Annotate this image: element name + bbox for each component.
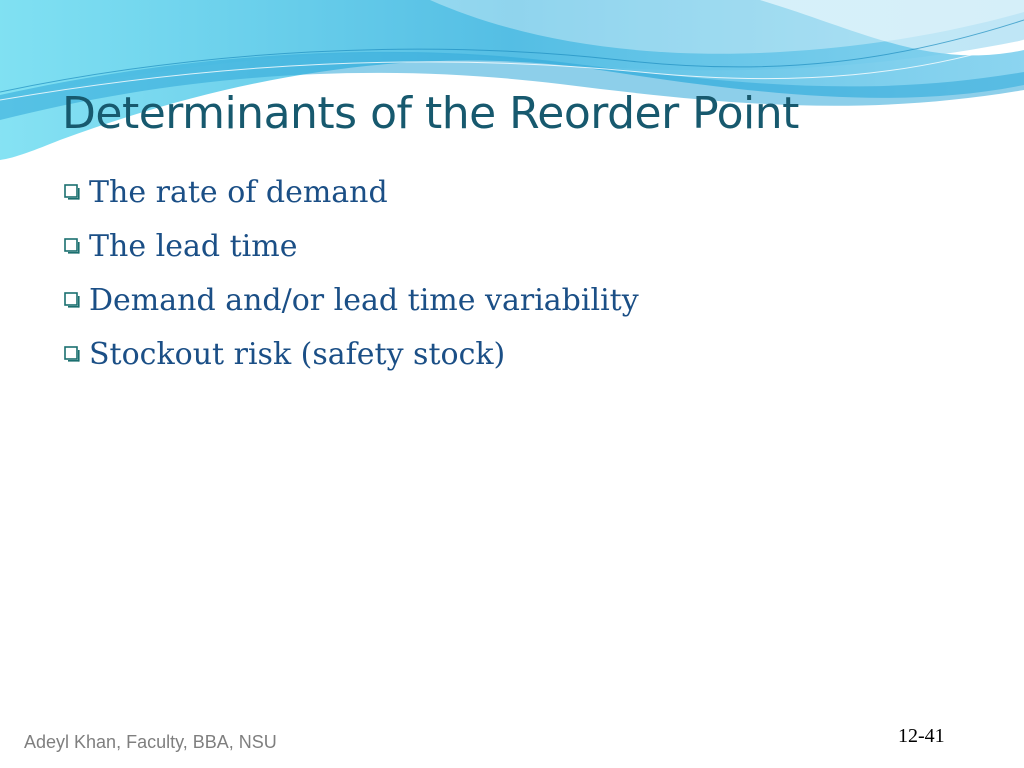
checkbox-icon (64, 184, 80, 200)
checkbox-icon (64, 238, 80, 254)
slide-title: Determinants of the Reorder Point (62, 88, 799, 139)
checkbox-icon (64, 292, 80, 308)
bullet-item (64, 273, 639, 327)
bullet-text: Demand and/or lead time variability (89, 282, 639, 318)
bullet-item (64, 165, 639, 219)
checkbox-icon (64, 346, 80, 362)
bullet-text: The lead time (89, 228, 298, 264)
bullet-text: The rate of demand (89, 174, 388, 210)
bullet-item (64, 219, 639, 273)
bullet-list (64, 165, 639, 381)
bullet-item (64, 327, 639, 381)
bullet-text: Stockout risk (safety stock) (89, 336, 506, 372)
page-number: 12-41 (898, 725, 945, 747)
footer-author: Adeyl Khan, Faculty, BBA, NSU (24, 732, 277, 752)
